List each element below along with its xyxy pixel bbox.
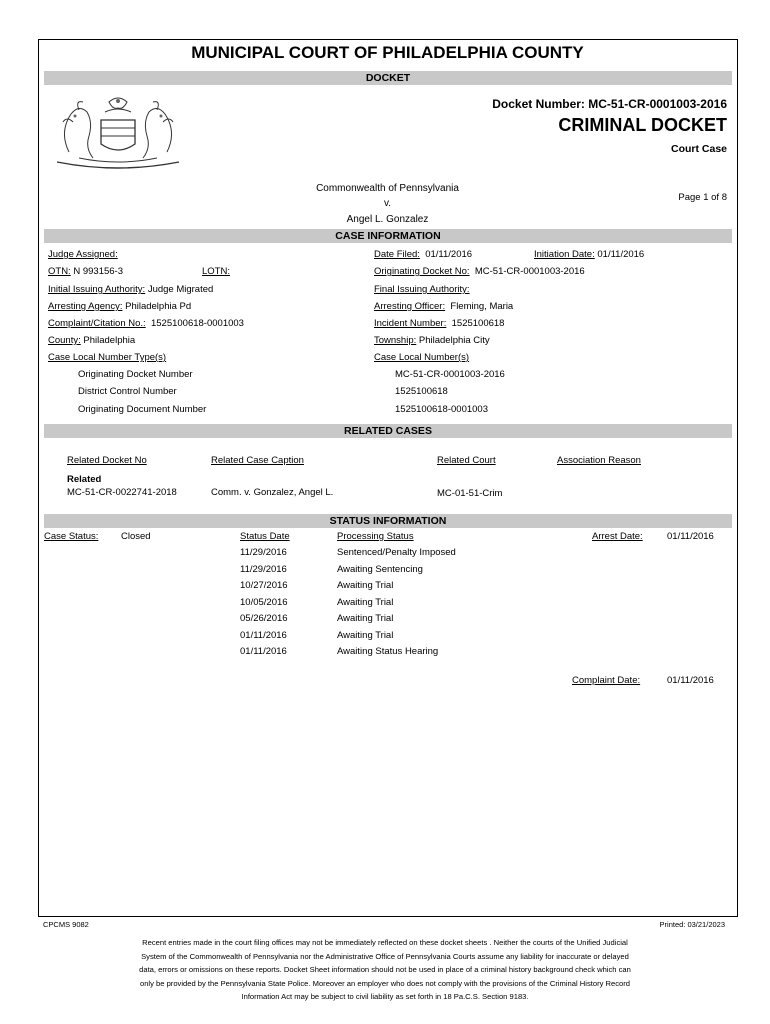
initiation-value: 01/11/2016: [597, 249, 645, 260]
arresting-agency-label: Arresting Agency:: [48, 301, 123, 312]
case-kind: Court Case: [670, 143, 727, 155]
page-number: Page 1 of 8: [678, 192, 727, 203]
otn-label: OTN:: [48, 266, 71, 277]
related-docket-header: Related Docket No: [67, 455, 147, 466]
final-issuing-label: Final Issuing Authority:: [374, 284, 470, 295]
related-court-header: Related Court: [437, 455, 496, 466]
county-value: Philadelphia: [83, 335, 136, 346]
complaint-citation-label: Complaint/Citation No.:: [48, 318, 146, 329]
county-label: County:: [48, 335, 81, 346]
otn-value: N 993156-3: [73, 266, 123, 277]
arrest-date-label: Arrest Date:: [592, 531, 643, 542]
disclaimer-line: only be provided by the Pennsylvania State Police. Moreover an employer who does not comply with the provisions of the Criminal History Record: [139, 978, 631, 988]
docket-type: CRIMINAL DOCKET: [558, 115, 727, 135]
incident-number-label: Incident Number:: [374, 318, 447, 329]
arresting-officer-label: Arresting Officer:: [374, 301, 446, 312]
docket-bar: DOCKET: [44, 71, 732, 85]
local-number-type: Originating Docket Number: [78, 369, 193, 380]
disclaimer-line: Information Act may be subject to civil liability as set forth in 18 Pa.C.S. Section 9183.: [241, 992, 529, 1002]
local-number-type-label: Case Local Number Type(s): [48, 352, 167, 363]
disclaimer-line: data, errors or omissions on these reports. Docket Sheet information should not be used in place of a criminal history background check which can: [139, 965, 631, 975]
processing-status: Awaiting Sentencing: [337, 564, 423, 575]
status-date-header: Status Date: [240, 531, 290, 542]
arresting-agency-value: Philadelphia Pd: [125, 301, 192, 312]
status-date: 11/29/2016: [240, 547, 287, 558]
township-label: Township:: [374, 335, 417, 346]
arresting-agency-row: [48, 301, 191, 312]
local-number-value: MC-51-CR-0001003-2016: [395, 369, 505, 380]
status-information-bar: STATUS INFORMATION: [44, 514, 732, 528]
case-status-label: Case Status:: [44, 531, 99, 542]
case-status-value: Closed: [121, 531, 151, 542]
otn-row: [48, 266, 123, 277]
related-court-value: MC-01-51-Crim: [437, 488, 503, 499]
processing-status-header: Processing Status: [337, 531, 414, 542]
local-number-label: Case Local Number(s): [374, 352, 470, 363]
initiation-label: Initiation Date:: [534, 249, 595, 260]
initiation-row: [534, 249, 644, 260]
status-date: 10/05/2016: [240, 597, 288, 608]
docket-page: [38, 39, 738, 917]
date-filed-label: Date Filed:: [374, 249, 420, 260]
disclaimer-line: Recent entries made in the court filing offices may not be immediately reflected on these docket sheets . Neither the courts of the Unified Judicial: [142, 938, 628, 947]
county-row: [48, 335, 135, 346]
township-value: Philadelphia City: [418, 335, 490, 346]
related-caption-header: Related Case Caption: [211, 455, 304, 466]
court-title: MUNICIPAL COURT OF PHILADELPHIA COUNTY: [191, 43, 584, 62]
arresting-officer-row: [374, 301, 513, 312]
status-date: 11/29/2016: [240, 564, 287, 575]
issuing-authority-value: Judge Migrated: [147, 284, 214, 295]
caption-line-3: Angel L. Gonzalez: [346, 214, 429, 225]
incident-number-row: [374, 318, 504, 329]
lotn-label: LOTN:: [202, 266, 230, 277]
township-row: [374, 335, 490, 346]
related-caption-value: Comm. v. Gonzalez, Angel L.: [211, 487, 334, 498]
arrest-date-value: 01/11/2016: [667, 531, 714, 542]
processing-status: Awaiting Trial: [337, 580, 394, 591]
complaint-date-value: 01/11/2016: [667, 675, 714, 686]
processing-status: Awaiting Trial: [337, 597, 394, 608]
arresting-officer-value: Fleming, Maria: [450, 301, 514, 312]
local-number-value: 1525100618: [395, 386, 448, 397]
case-information-bar: CASE INFORMATION: [44, 229, 732, 243]
pennsylvania-seal-icon: [49, 92, 187, 172]
caption-line-2: v.: [383, 198, 392, 209]
status-date: 01/11/2016: [240, 630, 287, 641]
local-number-value: 1525100618-0001003: [395, 404, 488, 415]
originating-docket-row: [374, 266, 585, 277]
case-status-row: [44, 531, 98, 542]
complaint-citation-value: 1525100618-0001003: [150, 318, 244, 329]
originating-docket-label: Originating Docket No:: [374, 266, 470, 277]
processing-status: Awaiting Trial: [337, 630, 394, 641]
disclaimer: [40, 936, 730, 1004]
status-date: 01/11/2016: [240, 646, 287, 657]
processing-status: Sentenced/Penalty Imposed: [337, 547, 456, 558]
complaint-date-label: Complaint Date:: [572, 675, 641, 686]
docket-number: Docket Number: MC-51-CR-0001003-2016: [492, 97, 727, 111]
complaint-citation-row: [48, 318, 244, 329]
disclaimer-line: System of the Commonwealth of Pennsylvania nor the Administrative Office of Pennsylvania Courts assume any liability for inaccurate or delayed: [141, 951, 629, 961]
processing-status: Awaiting Status Hearing: [337, 646, 439, 657]
form-id: CPCMS 9082: [43, 920, 89, 929]
related-group-label: Related: [67, 474, 102, 485]
date-filed-row: [374, 249, 472, 260]
status-date: 10/27/2016: [240, 580, 288, 591]
related-cases-bar: RELATED CASES: [44, 424, 732, 438]
issuing-authority-label: Initial Issuing Authority:: [48, 284, 146, 295]
local-number-type: Originating Document Number: [78, 404, 207, 415]
date-filed-value: 01/11/2016: [425, 249, 473, 260]
incident-number-value: 1525100618: [451, 318, 505, 329]
issuing-authority-row: [48, 284, 213, 295]
printed-date: Printed: 03/21/2023: [659, 920, 725, 929]
status-date: 05/26/2016: [240, 613, 288, 624]
caption-line-1: Commonwealth of Pennsylvania: [316, 183, 459, 194]
originating-docket-value: MC-51-CR-0001003-2016: [474, 266, 585, 277]
judge-label: Judge Assigned:: [48, 249, 118, 260]
processing-status: Awaiting Trial: [337, 613, 394, 624]
related-docket-value: MC-51-CR-0022741-2018: [67, 487, 177, 498]
association-reason-header: Association Reason: [557, 455, 641, 466]
local-number-type: District Control Number: [78, 386, 177, 397]
